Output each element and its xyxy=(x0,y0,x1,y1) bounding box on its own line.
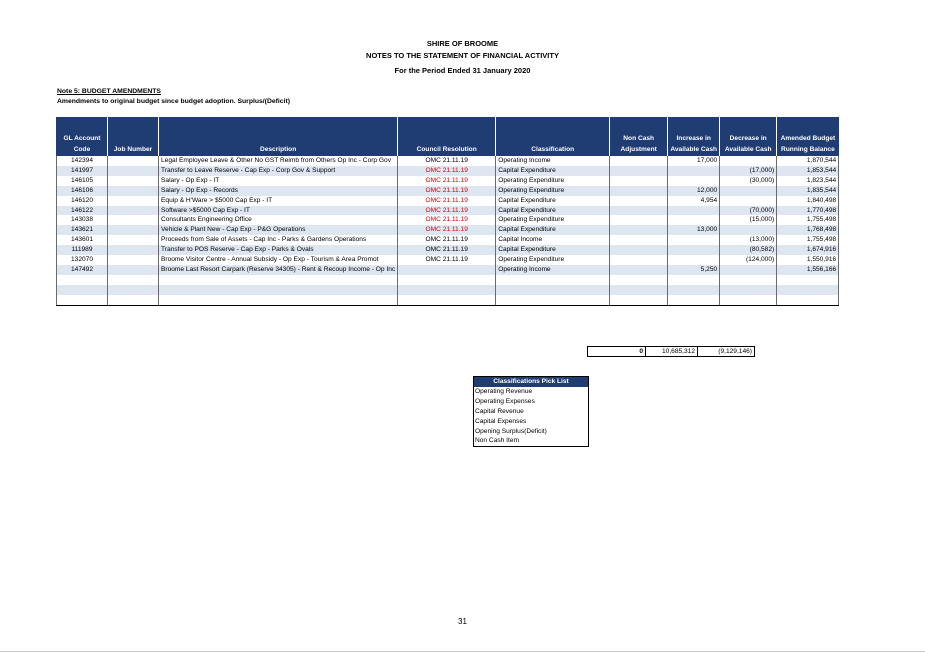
cell-council-resolution: OMC 21.11.19 xyxy=(398,206,496,216)
cell-decrease xyxy=(720,196,777,206)
col-non-cash-adjustment: Non Cash Adjustment xyxy=(610,117,668,156)
cell-decrease xyxy=(720,156,777,166)
note-subtitle: Amendments to original budget since budget adoption. Surplus/(Deficit) xyxy=(57,98,290,105)
col-description: Description xyxy=(159,117,398,156)
pick-list-title: Classifications Pick List xyxy=(474,377,588,387)
cell-non-cash xyxy=(610,215,668,225)
cell-decrease: (30,000) xyxy=(720,176,777,186)
cell-council-resolution: OMC 21.11.19 xyxy=(398,215,496,225)
cell-job-number xyxy=(108,176,159,186)
cell-classification: Operating Expenditure xyxy=(496,176,610,186)
cell-balance: 1,674,916 xyxy=(777,245,839,255)
cell-council-resolution: OMC 21.11.19 xyxy=(398,255,496,265)
cell-gl-code xyxy=(57,275,108,285)
cell-description: Salary - Op Exp - Records xyxy=(159,186,398,196)
cell-decrease xyxy=(720,285,777,295)
cell-increase xyxy=(668,215,720,225)
cell-description: Transfer to POS Reserve - Cap Exp - Parks & Ovals xyxy=(159,245,398,255)
pick-list-item: Capital Revenue xyxy=(475,407,524,415)
pick-list-item: Non Cash Item xyxy=(475,437,519,445)
cell-non-cash xyxy=(610,245,668,255)
total-non-cash: 0 xyxy=(588,347,646,357)
cell-decrease: (124,000) xyxy=(720,255,777,265)
cell-classification: Capital Expenditure xyxy=(496,166,610,176)
table-row xyxy=(57,245,839,255)
cell-council-resolution xyxy=(398,285,496,295)
cell-description xyxy=(159,295,398,305)
pick-list-item: Operating Expenses xyxy=(475,397,535,405)
table-row xyxy=(57,275,839,285)
cell-gl-code xyxy=(57,295,108,305)
cell-increase xyxy=(668,206,720,216)
cell-gl-code: 132070 xyxy=(57,255,108,265)
col-council-resolution: Council Resolution xyxy=(398,117,496,156)
col-amended-budget-balance: Amended Budget Running Balance xyxy=(777,117,839,156)
cell-decrease: (70,000) xyxy=(720,206,777,216)
cell-classification xyxy=(496,275,610,285)
cell-increase xyxy=(668,245,720,255)
pick-list-item: Opening Surplus(Deficit) xyxy=(475,427,547,435)
cell-non-cash xyxy=(610,186,668,196)
table-row xyxy=(57,176,839,186)
cell-non-cash xyxy=(610,295,668,305)
cell-job-number xyxy=(108,285,159,295)
cell-increase xyxy=(668,285,720,295)
col-classification: Classification xyxy=(496,117,610,156)
cell-increase xyxy=(668,275,720,285)
table-row xyxy=(57,285,839,295)
cell-decrease: (17,000) xyxy=(720,166,777,176)
cell-non-cash xyxy=(610,265,668,275)
document-period: For the Period Ended 31 January 2020 xyxy=(394,66,531,75)
cell-description xyxy=(159,285,398,295)
cell-gl-code: 143601 xyxy=(57,235,108,245)
cell-gl-code: 111989 xyxy=(57,245,108,255)
cell-balance xyxy=(777,275,839,285)
cell-non-cash xyxy=(610,275,668,285)
cell-job-number xyxy=(108,265,159,275)
budget-amendments-table xyxy=(56,117,839,306)
cell-non-cash xyxy=(610,206,668,216)
cell-description: Broome Last Resort Carpark (Reserve 34305) - Rent & Recoup Income - Op Inc xyxy=(159,265,398,275)
cell-council-resolution: OMC 21.11.19 xyxy=(398,176,496,186)
cell-decrease: (80,582) xyxy=(720,245,777,255)
cell-balance: 1,768,498 xyxy=(777,225,839,235)
cell-non-cash xyxy=(610,255,668,265)
col-decrease-available-cash: Decrease in Available Cash xyxy=(720,117,777,156)
cell-classification: Capital Expenditure xyxy=(496,245,610,255)
cell-council-resolution: OMC 21.11.19 xyxy=(398,225,496,235)
cell-balance: 1,835,544 xyxy=(777,186,839,196)
cell-increase xyxy=(668,176,720,186)
cell-council-resolution xyxy=(398,275,496,285)
cell-gl-code: 141997 xyxy=(57,166,108,176)
page-divider xyxy=(0,651,925,652)
cell-description: Software >$5000 Cap Exp - IT xyxy=(159,206,398,216)
cell-job-number xyxy=(108,196,159,206)
cell-balance: 1,755,498 xyxy=(777,215,839,225)
cell-job-number xyxy=(108,215,159,225)
cell-council-resolution: OMC 21.11.19 xyxy=(398,186,496,196)
cell-increase: 17,000 xyxy=(668,156,720,166)
cell-classification xyxy=(496,285,610,295)
cell-job-number xyxy=(108,245,159,255)
cell-description: Broome Visitor Centre - Annual Subsidy - Op Exp - Tourism & Area Promot xyxy=(159,255,398,265)
cell-decrease xyxy=(720,186,777,196)
total-decrease: (9,129,146) xyxy=(698,347,755,357)
pick-list-item: Capital Expenses xyxy=(475,417,527,425)
document-subtitle: NOTES TO THE STATEMENT OF FINANCIAL ACTIVITY xyxy=(366,51,559,60)
cell-non-cash xyxy=(610,156,668,166)
cell-description: Equip & H'Ware > $5000 Cap Exp - IT xyxy=(159,196,398,206)
cell-council-resolution xyxy=(398,265,496,275)
table-row xyxy=(57,186,839,196)
table-row xyxy=(57,235,839,245)
table-row xyxy=(57,215,839,225)
cell-description: Salary - Op Exp - IT xyxy=(159,176,398,186)
page-number: 31 xyxy=(458,617,467,626)
table-row xyxy=(57,156,839,166)
cell-balance: 1,770,498 xyxy=(777,206,839,216)
table-row xyxy=(57,295,839,305)
col-increase-available-cash: Increase in Available Cash xyxy=(668,117,720,156)
cell-decrease xyxy=(720,275,777,285)
cell-description: Legal Employee Leave & Other No GST Reimb from Others Op Inc - Corp Gov xyxy=(159,156,398,166)
cell-decrease: (13,000) xyxy=(720,235,777,245)
cell-decrease: (15,000) xyxy=(720,215,777,225)
cell-balance: 1,556,166 xyxy=(777,265,839,275)
cell-job-number xyxy=(108,295,159,305)
cell-increase: 4,954 xyxy=(668,196,720,206)
cell-council-resolution xyxy=(398,295,496,305)
cell-decrease xyxy=(720,295,777,305)
table-row xyxy=(57,225,839,235)
cell-gl-code: 146120 xyxy=(57,196,108,206)
cell-decrease xyxy=(720,265,777,275)
cell-description: Transfer to Leave Reserve - Cap Exp - Corp Gov & Support xyxy=(159,166,398,176)
cell-balance: 1,853,544 xyxy=(777,166,839,176)
cell-increase: 5,250 xyxy=(668,265,720,275)
total-increase: 10,685,312 xyxy=(646,347,698,357)
cell-balance: 1,870,544 xyxy=(777,156,839,166)
cell-classification: Capital Income xyxy=(496,235,610,245)
cell-classification: Capital Expenditure xyxy=(496,206,610,216)
pick-list-item: Operating Revenue xyxy=(475,388,533,395)
cell-classification: Operating Expenditure xyxy=(496,215,610,225)
table-row xyxy=(57,166,839,176)
cell-non-cash xyxy=(610,196,668,206)
cell-gl-code: 143038 xyxy=(57,215,108,225)
cell-increase xyxy=(668,255,720,265)
cell-job-number xyxy=(108,235,159,245)
cell-description xyxy=(159,275,398,285)
cell-classification: Capital Expenditure xyxy=(496,196,610,206)
cell-balance xyxy=(777,285,839,295)
cell-job-number xyxy=(108,166,159,176)
cell-decrease xyxy=(720,225,777,235)
note-title: Note 5: BUDGET AMENDMENTS xyxy=(57,88,161,95)
cell-gl-code: 147492 xyxy=(57,265,108,275)
cell-classification: Operating Income xyxy=(496,265,610,275)
cell-council-resolution: OMC 21.11.19 xyxy=(398,245,496,255)
document-title: SHIRE OF BROOME xyxy=(426,39,499,48)
classifications-pick-list xyxy=(473,376,589,447)
cell-gl-code: 146105 xyxy=(57,176,108,186)
cell-increase xyxy=(668,166,720,176)
cell-classification: Operating Expenditure xyxy=(496,255,610,265)
cell-job-number xyxy=(108,225,159,235)
cell-gl-code xyxy=(57,285,108,295)
cell-job-number xyxy=(108,275,159,285)
cell-description: Vehicle & Plant New - Cap Exp - P&G Operations xyxy=(159,225,398,235)
cell-increase: 13,000 xyxy=(668,225,720,235)
cell-job-number xyxy=(108,206,159,216)
cell-classification: Capital Expenditure xyxy=(496,225,610,235)
table-header-row xyxy=(57,117,839,156)
cell-balance: 1,840,498 xyxy=(777,196,839,206)
cell-non-cash xyxy=(610,225,668,235)
cell-non-cash xyxy=(610,235,668,245)
table-row xyxy=(57,196,839,206)
cell-council-resolution: OMC 21.11.19 xyxy=(398,166,496,176)
cell-job-number xyxy=(108,255,159,265)
cell-gl-code: 146122 xyxy=(57,206,108,216)
table-row xyxy=(57,265,839,275)
cell-increase xyxy=(668,295,720,305)
cell-non-cash xyxy=(610,176,668,186)
cell-non-cash xyxy=(610,285,668,295)
cell-balance: 1,755,498 xyxy=(777,235,839,245)
cell-non-cash xyxy=(610,166,668,176)
col-gl-account-code: GL Account Code xyxy=(57,117,108,156)
cell-balance: 1,550,916 xyxy=(777,255,839,265)
cell-job-number xyxy=(108,156,159,166)
cell-description: Consultants Engineering Office xyxy=(159,215,398,225)
cell-classification: Operating Income xyxy=(496,156,610,166)
totals-row xyxy=(587,346,755,357)
cell-council-resolution: OMC 21.11.19 xyxy=(398,196,496,206)
cell-classification: Operating Expenditure xyxy=(496,186,610,196)
cell-gl-code: 143621 xyxy=(57,225,108,235)
cell-gl-code: 146106 xyxy=(57,186,108,196)
cell-council-resolution: OMC 21.11.19 xyxy=(398,156,496,166)
cell-job-number xyxy=(108,186,159,196)
cell-increase xyxy=(668,235,720,245)
table-row xyxy=(57,255,839,265)
cell-balance: 1,823,544 xyxy=(777,176,839,186)
table-row xyxy=(57,206,839,216)
cell-description: Proceeds from Sale of Assets - Cap Inc - Parks & Gardens Operations xyxy=(159,235,398,245)
cell-gl-code: 142394 xyxy=(57,156,108,166)
col-job-number: Job Number xyxy=(108,117,159,156)
cell-increase: 12,000 xyxy=(668,186,720,196)
cell-balance xyxy=(777,295,839,305)
cell-council-resolution: OMC 21.11.19 xyxy=(398,235,496,245)
cell-classification xyxy=(496,295,610,305)
